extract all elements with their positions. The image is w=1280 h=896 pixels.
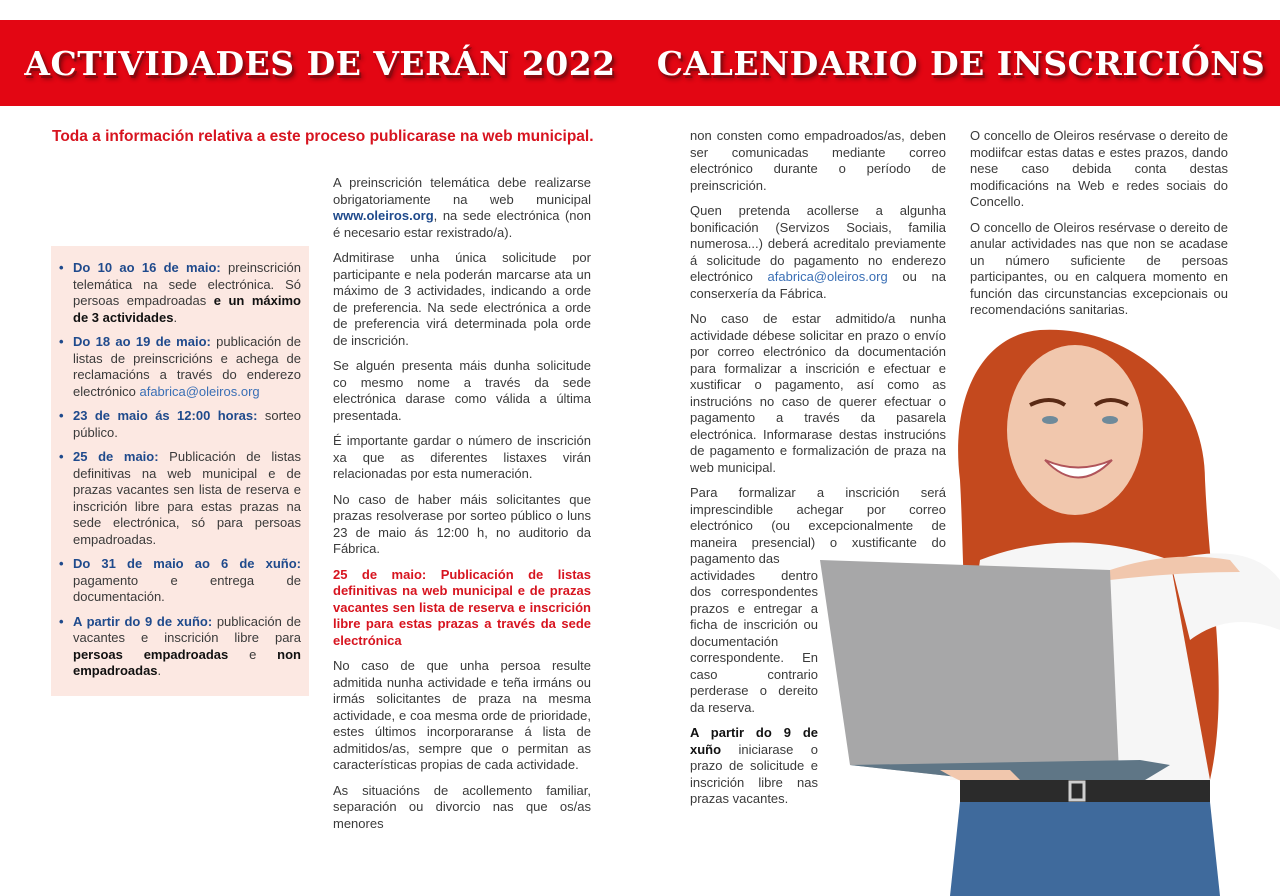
email-link[interactable]: afabrica@oleiros.org [767, 269, 888, 284]
highlight-paragraph: 25 de maio: Publicación de listas definitivas na web municipal e de prazas vacantes sen lista de reserva e inscrición libre para estas prazas a través da sede electrónica [333, 566, 591, 648]
header-banner-right [640, 20, 1280, 106]
paragraph: Para formalizar a inscrición será imprescindible achegar por correo electrónico (ou excepcionalmente de maneira presencial) o xustificante do pagamento das [690, 485, 946, 566]
website-link[interactable]: www.oleiros.org [333, 208, 434, 223]
paragraph: Admitirase unha única solicitude por participante e nela poderán marcarse ata un máximo de 3 actividades, indicando a orde de preferencia. Na sede electrónica a orde de preferencia virá determinada pola orde de inscrición. [333, 250, 591, 348]
page-title-left: ACTIVIDADES DE VERÁN 2022 [24, 43, 616, 83]
text-column-3 [970, 128, 1228, 328]
woman-with-laptop-photo [810, 310, 1280, 896]
schedule-item: • 25 de maio: Publicación de listas definitivas na web municipal e de prazas vacantes sen lista de reserva e inscrición libre para estas prazas na sede electrónica, só para persoas empadroadas. [59, 449, 301, 548]
paragraph: As situacións de acollemento familiar, separación ou divorcio nas que os/as menores [333, 782, 591, 831]
paragraph: Quen pretenda acollerse a algunha bonificación (Servizos Sociais, familia numerosa...) deberá acreditalo previamente á solicitude do pagamento no enderezo electrónico afabrica@oleiros.org ou na conserxería da Fábrica. [690, 203, 946, 301]
paragraph: O concello de Oleiros resérvase o dereito de modiifcar estas datas e estes prazos, dando nese caso debida conta destas modificacións na Web e redes sociais do Concello. [970, 128, 1228, 209]
header-banner-left [0, 20, 640, 106]
schedule-item: • Do 18 ao 19 de maio: publicación de listas de preinscricións e achega de reclamacións a través do enderezo electrónico afabrica@oleiros.org [59, 334, 301, 400]
page-title-right: CALENDARIO DE INSCRICIÓNS [656, 43, 1266, 83]
paragraph: É importante gardar o número de inscrición xa que as diferentes listaxes virán relacionadas por esta numeración. [333, 433, 591, 481]
schedule-box [51, 246, 309, 696]
paragraph: No caso de estar admitido/a nunha actividade débese solicitar en prazo o envío por correo electrónico da documentación para formalizar a inscrición e efectuar e xustificar o pagamento, así como as instrucións no caso de querer efectuar o pagamento a través da pasarela electrónica. Informarase destas instrucións de pagamento e formalización de praza na web municipal. [690, 311, 946, 475]
paragraph: A partir do 9 de xuño iniciarase o prazo de solicitude e inscrición libre nas prazas vacantes. [690, 725, 818, 806]
paragraph: No caso de haber máis solicitantes que prazas resolverase por sorteo público o luns 23 de maio ás 12:00 h, no auditorio da Fábrica. [333, 491, 591, 556]
email-link[interactable]: afabrica@oleiros.org [139, 383, 260, 399]
schedule-item: • A partir do 9 de xuño: publicación de vacantes e inscrición libre para persoas empadroadas e non empadroadas. [59, 614, 301, 680]
schedule-item: • Do 10 ao 16 de maio: preinscrición telemática na sede electrónica. Só persoas empadroadas e un máximo de 3 actividades. [59, 260, 301, 326]
schedule-list [59, 260, 301, 680]
paragraph: A preinscrición telemática debe realizarse obrigatoriamente na web municipal www.oleiros.org, na sede electrónica (non é necesario estar rexistrado/a). [333, 175, 591, 240]
paragraph: non consten como empadroados/as, deben ser comunicadas mediante correo electrónico durante o período de preinscrición. [690, 128, 946, 193]
paragraph: O concello de Oleiros resérvase o dereito de anular actividades nas que non se acadase un número suficiente de persoas participantes, ou en calquera momento en función das circunstancias excepcionais ou recomendacións sanitarias. [970, 219, 1228, 317]
paragraph: Se alguén presenta máis dunha solicitude co mesmo nome a través da sede electrónica darase como válida a última presentada. [333, 358, 591, 423]
paragraph: No caso de que unha persoa resulte admitida nunha actividade e teña irmáns ou irmás solicitantes de praza na mesma actividade, e coa mesma orde de prioridade, estes últimos incorporaranse á lista de admitidos/as, sempre que o permitan as características propias de cada actividade. [333, 658, 591, 772]
schedule-item: • Do 31 de maio ao 6 de xuño: pagamento e entrega de documentación. [59, 556, 301, 606]
schedule-item: • 23 de maio ás 12:00 horas: sorteo público. [59, 408, 301, 441]
intro-notice: Toda a información relativa a este proceso publicarase na web municipal. [52, 128, 594, 145]
text-column-1 [333, 175, 591, 841]
paragraph: actividades dentro dos correspondentes prazos e entregar a ficha de inscrición ou documentación correspondente. En caso contrario perderase o dereito da reserva. [690, 567, 818, 715]
